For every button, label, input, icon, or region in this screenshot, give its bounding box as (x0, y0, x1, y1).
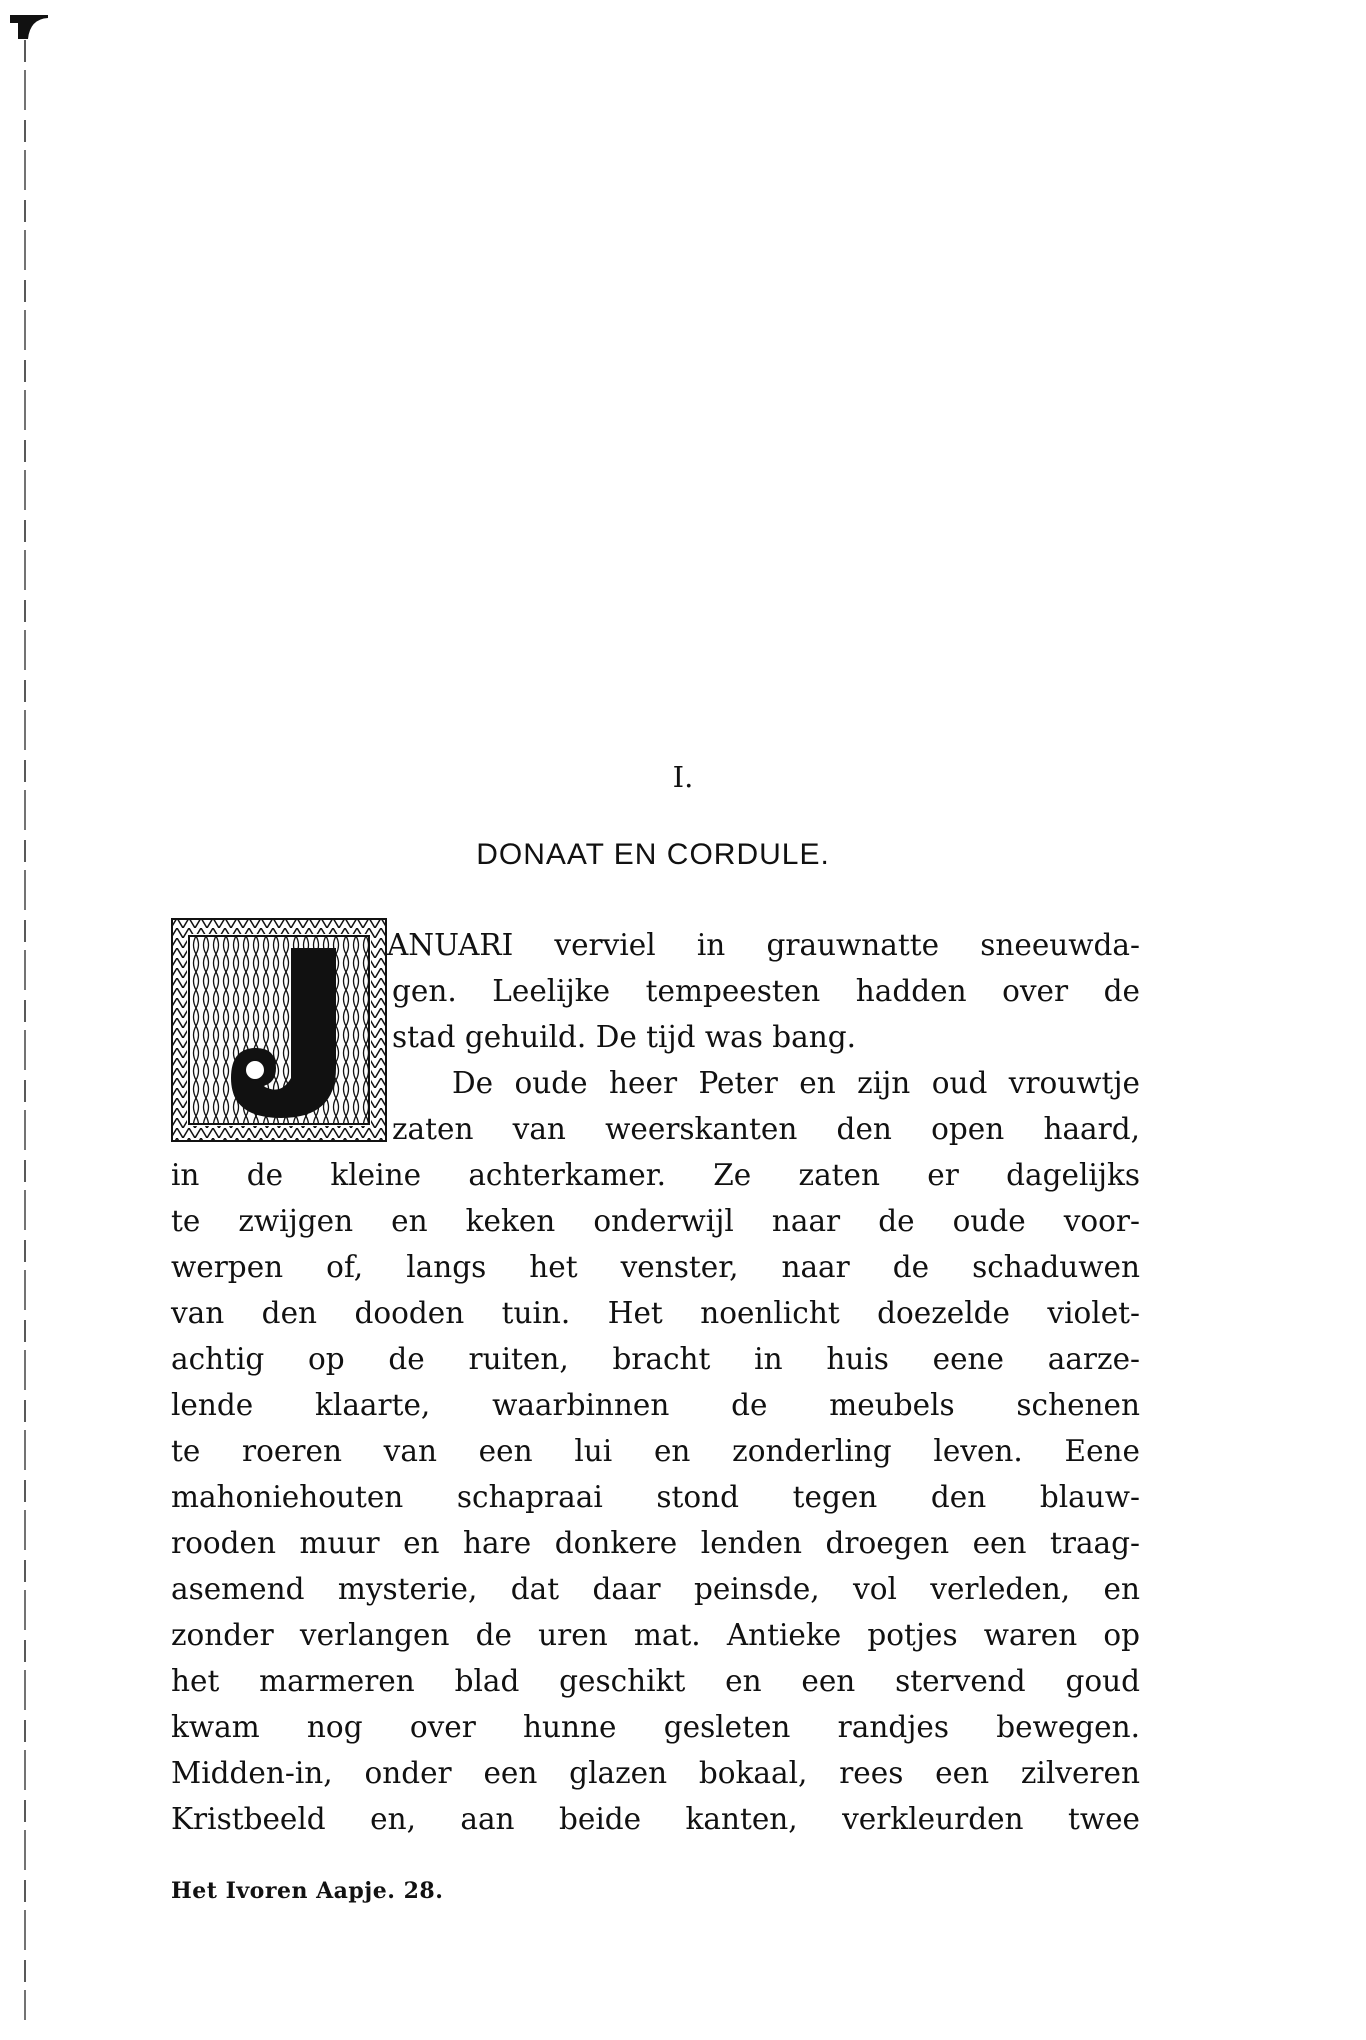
text-line: zaten van weerskanten den open haard, (392, 1112, 1140, 1146)
text-line: mahoniehouten schapraai stond tegen den blauw- (171, 1480, 1140, 1514)
text-line: rooden muur en hare donkere lenden droegen een traag- (171, 1526, 1140, 1560)
chapter-number: I. (672, 760, 694, 794)
text-line: kwam nog over hunne gesleten randjes bewegen. (171, 1710, 1140, 1744)
text-line: te zwijgen en keken onderwijl naar de oude voor- (171, 1204, 1140, 1238)
text-line: De oude heer Peter en zijn oud vrouwtje (452, 1066, 1140, 1100)
text-line: ANUARI verviel in grauwnatte sneeuwda- (387, 928, 1140, 962)
ornamental-drop-cap-J-icon (171, 918, 387, 1142)
text-line: gen. Leelijke tempeesten hadden over de (392, 974, 1140, 1008)
text-line: in de kleine achterkamer. Ze zaten er dagelijks (171, 1158, 1140, 1192)
book-spine-edge (24, 40, 26, 2020)
text-line: stad gehuild. De tijd was bang. (392, 1020, 856, 1054)
text-line: lende klaarte, waarbinnen de meubels schenen (171, 1388, 1140, 1422)
text-line: achtig op de ruiten, bracht in huis eene aarze- (171, 1342, 1140, 1376)
text-line: Midden-in, onder een glazen bokaal, rees een zilveren (171, 1756, 1140, 1790)
text-line: te roeren van een lui en zonderling leven. Eene (171, 1434, 1140, 1468)
text-line: Kristbeeld en, aan beide kanten, verkleurden twee (171, 1802, 1140, 1836)
text-line: werpen of, langs het venster, naar de schaduwen (171, 1250, 1140, 1284)
text-line: zonder verlangen de uren mat. Antieke potjes waren op (171, 1618, 1140, 1652)
page-corner-mark (10, 15, 48, 39)
text-line: asemend mysterie, dat daar peinsde, vol verleden, en (171, 1572, 1140, 1606)
text-line: het marmeren blad geschikt en een stervend goud (171, 1664, 1140, 1698)
page-footer-signature: Het Ivoren Aapje. 28. (171, 1878, 444, 1904)
chapter-title: DONAAT EN CORDULE. (476, 838, 830, 871)
text-line: van den dooden tuin. Het noenlicht doezelde violet- (171, 1296, 1140, 1330)
